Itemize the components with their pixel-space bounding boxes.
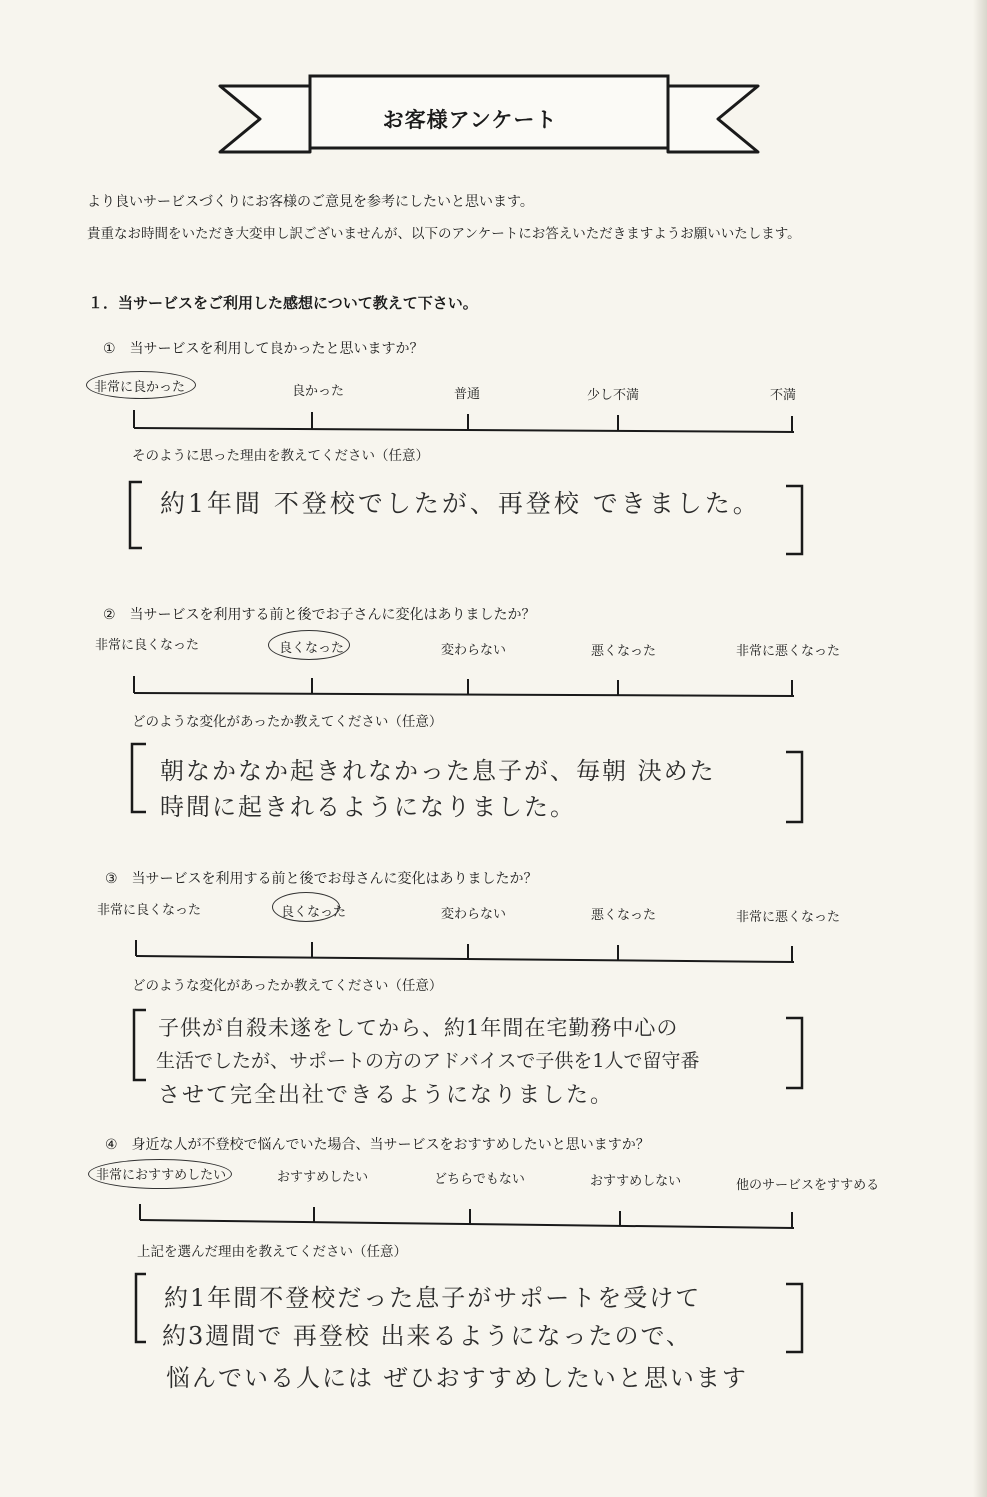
q3-reason-label: どのような変化があったか教えてください（任意） xyxy=(132,978,443,994)
q4-option-2[interactable]: おすすめしたい xyxy=(277,1170,369,1185)
q4-answer-line-1: 約1年間不登校だった息子がサポートを受けて xyxy=(164,1284,702,1312)
q1-option-2[interactable]: 良かった xyxy=(292,384,345,399)
q4-answer-line-3: 悩んでいる人には ぜひおすすめしたいと思います xyxy=(166,1364,748,1392)
q1-option-5[interactable]: 不満 xyxy=(770,388,797,403)
q2-option-5[interactable]: 非常に悪くなった xyxy=(736,644,841,659)
q4-rating-scale xyxy=(130,1204,802,1234)
q3-option-1[interactable]: 非常に良くなった xyxy=(97,903,202,918)
q2-option-4[interactable]: 悪くなった xyxy=(591,644,657,659)
q3-rating-scale xyxy=(128,938,800,968)
q1-option-1[interactable]: 非常に良かった xyxy=(94,380,186,395)
q4-reason-label: 上記を選んだ理由を教えてください（任意） xyxy=(137,1244,407,1260)
q1-selected-circle xyxy=(86,371,196,399)
q2-option-3[interactable]: 変わらない xyxy=(441,643,507,658)
q1-answer-line-1: 約1年間 不登校でしたが、再登校 できました。 xyxy=(160,489,761,518)
survey-title: お客様アンケート xyxy=(382,108,558,132)
paper-edge-shadow xyxy=(973,0,987,1497)
q3-option-3[interactable]: 変わらない xyxy=(441,907,507,922)
question-1: ① 当サービスを利用して良かったと思いますか？ xyxy=(103,341,424,357)
q4-selected-circle xyxy=(88,1159,232,1189)
q1-reason-label: そのように思った理由を教えてください（任意） xyxy=(132,448,429,464)
q3-answer-line-3: させて完全出社できるようになりました。 xyxy=(158,1083,615,1108)
q2-option-1[interactable]: 非常に良くなった xyxy=(95,638,200,653)
q2-rating-scale xyxy=(128,672,800,702)
q2-answer-line-1: 朝なかなか起きれなかった息子が、毎朝 決めた xyxy=(160,757,716,785)
q1-option-3[interactable]: 普通 xyxy=(454,387,481,402)
q4-option-5[interactable]: 他のサービスをすすめる xyxy=(736,1178,880,1193)
q1-option-4[interactable]: 少し不満 xyxy=(587,388,640,403)
question-3: ③ 当サービスを利用する前と後でお母さんに変化はありましたか？ xyxy=(105,871,538,887)
question-2: ② 当サービスを利用する前と後でお子さんに変化はありましたか？ xyxy=(103,607,536,623)
q3-answer-line-1: 子供が自殺未遂をしてから、約1年間在宅勤務中心の xyxy=(158,1016,679,1040)
q2-answer-line-2: 時間に起きれるようになりました。 xyxy=(160,793,576,821)
q1-rating-scale xyxy=(128,406,800,436)
question-4: ④ 身近な人が不登校で悩んでいた場合、当サービスをおすすめしたいと思いますか？ xyxy=(105,1137,650,1153)
intro-line-2: 貴重なお時間をいただき大変申し訳ございませんが、以下のアンケートにお答えいただきますようお願いいたします。 xyxy=(87,226,801,242)
q4-option-4[interactable]: おすすめしない xyxy=(590,1174,682,1189)
q2-reason-label: どのような変化があったか教えてください（任意） xyxy=(132,714,443,730)
q2-option-2[interactable]: 良くなった xyxy=(279,641,345,656)
intro-line-1: より良いサービスづくりにお客様のご意見を参考にしたいと思います。 xyxy=(87,194,534,210)
section-1-title: １．当サービスをご利用した感想について教えて下さい。 xyxy=(88,294,478,312)
q3-option-5[interactable]: 非常に悪くなった xyxy=(736,910,841,925)
q2-selected-circle xyxy=(268,630,350,660)
q3-option-2[interactable]: 良くなった xyxy=(281,905,347,920)
q4-option-1[interactable]: 非常におすすめしたい xyxy=(96,1168,227,1183)
q4-answer-line-2: 約3週間で 再登校 出来るようになったので、 xyxy=(162,1322,693,1350)
q3-option-4[interactable]: 悪くなった xyxy=(591,908,657,923)
q4-option-3[interactable]: どちらでもない xyxy=(434,1172,525,1187)
q3-answer-line-2: 生活でしたが、サポートの方のアドバイスで子供を1人で留守番 xyxy=(156,1050,700,1072)
q3-selected-circle xyxy=(272,892,340,922)
